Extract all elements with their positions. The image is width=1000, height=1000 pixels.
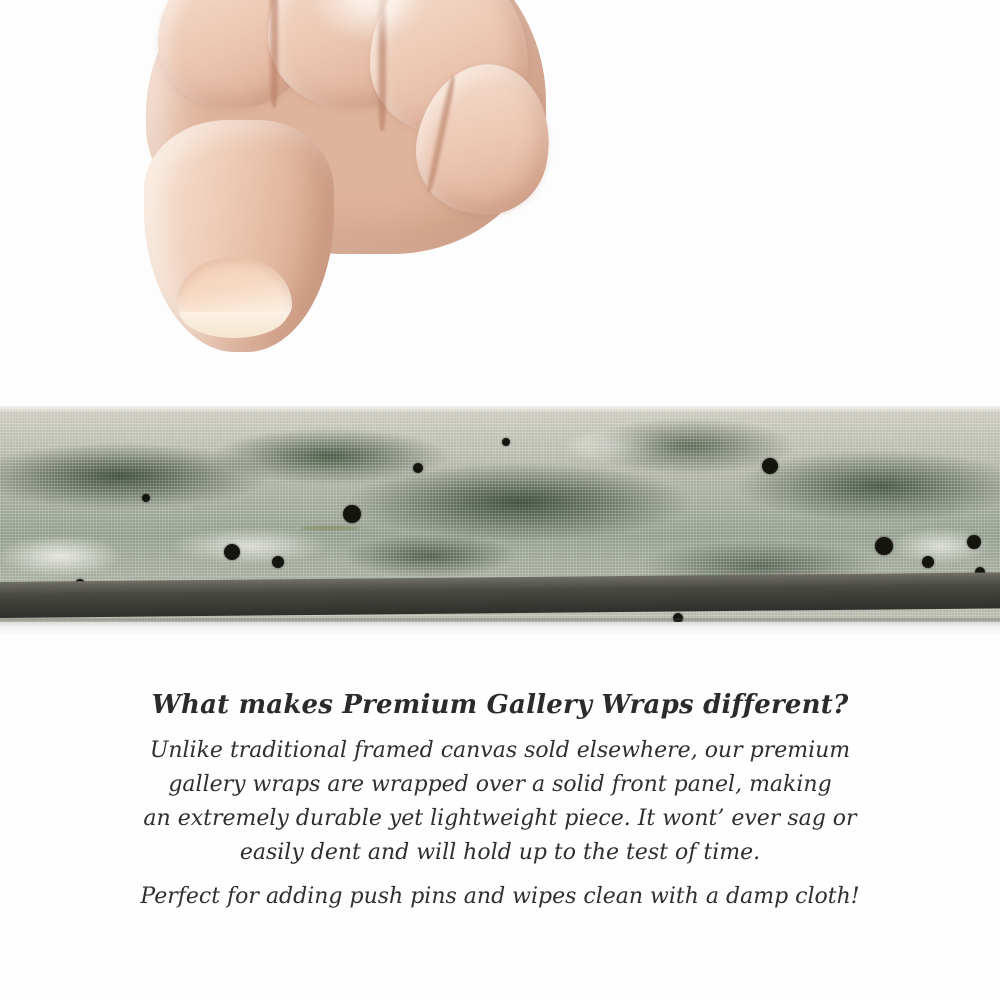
- caption-block: [0, 690, 1000, 914]
- caption-line-2: gallery wraps are wrapped over a solid front panel, making: [168, 772, 832, 797]
- canvas-speck: [142, 494, 150, 502]
- canvas-speck: [922, 556, 934, 568]
- wrap-top-lip: [0, 406, 1000, 412]
- caption-line-1: Unlike traditional framed canvas sold elsewhere, our premium: [149, 738, 851, 763]
- caption-heading: What makes Premium Gallery Wraps different?: [151, 690, 849, 720]
- canvas-speck: [967, 535, 981, 549]
- caption-line-4: easily dent and will hold up to the test of time.: [239, 840, 761, 865]
- canvas-speck: [343, 505, 361, 523]
- canvas-speck: [413, 463, 423, 473]
- caption-final-line: Perfect for adding push pins and wipes clean with a damp cloth!: [140, 884, 860, 909]
- canvas-scuff: [300, 526, 360, 530]
- canvas-speck: [762, 458, 778, 474]
- hand-illustration: [118, 0, 558, 412]
- wrap-cast-shadow: [0, 618, 1000, 636]
- canvas-speck: [224, 544, 240, 560]
- canvas-speck: [272, 556, 284, 568]
- canvas-speck: [875, 537, 893, 555]
- canvas-speck: [502, 438, 510, 446]
- hand-photo-area: [0, 0, 1000, 412]
- caption-line-3: an extremely durable yet lightweight piece. It wont’ ever sag or: [143, 806, 857, 831]
- gallery-wrap-edge: [0, 406, 1000, 622]
